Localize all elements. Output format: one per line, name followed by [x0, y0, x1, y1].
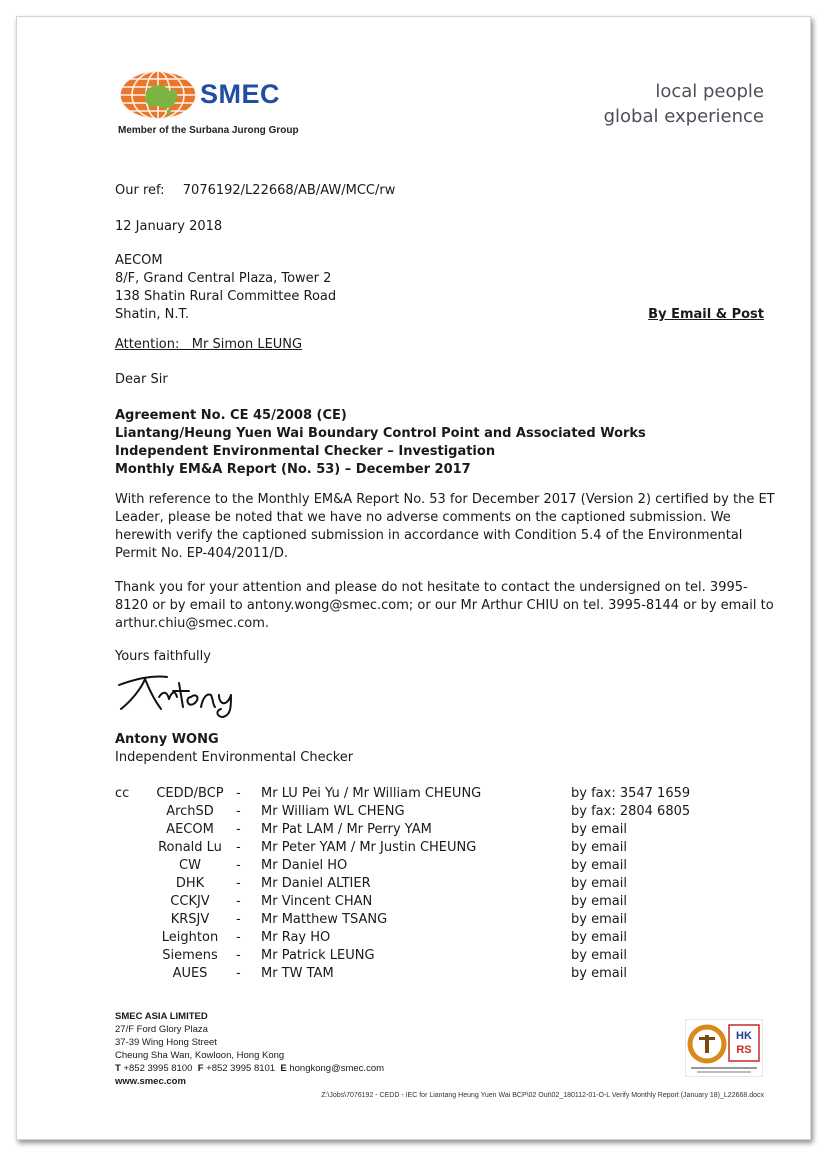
address-line: Shatin, N.T.: [115, 307, 190, 322]
recipient-address: [115, 252, 336, 324]
brand-wordmark: SMEC: [200, 79, 281, 109]
fax-value: +852 3995 8101: [206, 1063, 276, 1074]
address-line: AECOM: [115, 253, 163, 268]
footer-address-line: Cheung Sha Wan, Kowloon, Hong Kong: [115, 1050, 285, 1061]
cc-method: by email: [571, 876, 627, 891]
cc-name: Mr Patrick LEUNG: [261, 948, 375, 963]
cc-method: by email: [571, 858, 627, 873]
cc-label: cc: [115, 786, 130, 801]
cc-dash: -: [236, 966, 241, 981]
subject-line: Agreement No. CE 45/2008 (CE): [115, 408, 347, 423]
cc-method: by fax: 3547 1659: [571, 786, 691, 801]
cc-dash: -: [236, 858, 241, 873]
letter-page: [16, 16, 811, 1140]
cc-name: Mr LU Pei Yu / Mr William CHEUNG: [261, 786, 482, 801]
phone-value: +852 3995 8100: [123, 1063, 193, 1074]
tagline-line: global experience: [603, 106, 764, 127]
cc-dash: -: [236, 876, 241, 891]
cc-dash: -: [236, 840, 241, 855]
subject-line: Liantang/Heung Yuen Wai Boundary Control Point and Associated Works: [115, 426, 646, 441]
cc-method: by email: [571, 966, 627, 981]
closing: Yours faithfully: [115, 649, 211, 664]
cc-name: Mr Daniel HO: [261, 858, 348, 873]
address-line: 138 Shatin Rural Committee Road: [115, 289, 337, 304]
cc-name: Mr Ray HO: [261, 930, 331, 945]
footer-company: SMEC ASIA LIMITED: [115, 1011, 208, 1022]
cc-org: Leighton: [161, 930, 219, 945]
company-footer: [115, 1010, 384, 1088]
email-label: E: [280, 1063, 287, 1074]
reference-line: [115, 182, 395, 200]
member-line: Member of the Surbana Jurong Group: [118, 125, 299, 136]
ref-value: 7076192/L22668/AB/AW/MCC/rw: [182, 183, 396, 198]
cc-org: CW: [179, 858, 201, 873]
cc-method: by email: [571, 930, 627, 945]
cc-org: ArchSD: [166, 804, 214, 819]
cc-method: by email: [571, 822, 627, 837]
body-paragraph-2: Thank you for your attention and please do not hesitate to contact the undersigned on tel. 3995-8120 or by email to antony.wong@smec.com; or our Mr Arthur CHIU on tel. 3995-8144 or by email to arthur.chiu@smec.com.: [115, 580, 774, 631]
cc-dash: -: [236, 912, 241, 927]
cc-name: Mr William WL CHENG: [261, 804, 405, 819]
footer-address-line: 37-39 Wing Hong Street: [115, 1037, 217, 1048]
cc-org: Ronald Lu: [158, 840, 222, 855]
body-paragraph-1: With reference to the Monthly EM&A Report No. 53 for December 2017 (Version 2) certified by the ET Leader, please be noted that we have no adverse comments on the captioned submission. We herewith verify the captioned submission in accordance with Condition 5.4 of the Environmental Permit No. EP-404/2011/D.: [115, 492, 775, 561]
subject-line: Monthly EM&A Report (No. 53) – December 2017: [115, 462, 471, 477]
phone-label: T: [115, 1063, 121, 1074]
cc-name: Mr Peter YAM / Mr Justin CHEUNG: [261, 840, 477, 855]
cc-name: Mr TW TAM: [261, 966, 334, 981]
svg-text:HK: HK: [736, 1030, 752, 1042]
tagline: [604, 79, 764, 129]
cc-org: AECOM: [166, 822, 214, 837]
cc-org: KRSJV: [170, 912, 210, 927]
ref-label: Our ref:: [115, 183, 165, 198]
svg-text:RS: RS: [736, 1044, 752, 1056]
cc-org: CCKJV: [170, 894, 210, 909]
cc-dash: -: [236, 894, 241, 909]
email-value: hongkong@smec.com: [289, 1063, 385, 1074]
footer-contact-line: [115, 1062, 384, 1075]
file-path: Z:\Jobs\7076192 - CEDD - IEC for Liantang Heung Yuen Wai BCP\02 Out\02_180112-01-O-L Verify Monthly Report (January 18)_L22668.docx: [321, 1092, 764, 1099]
footer-website: www.smec.com: [115, 1076, 186, 1087]
cc-method: by email: [571, 840, 627, 855]
address-line: 8/F, Grand Central Plaza, Tower 2: [115, 271, 332, 286]
letter-date: 12 January 2018: [115, 219, 223, 234]
cc-name: Mr Matthew TSANG: [261, 912, 388, 927]
delivery-method: By Email & Post: [648, 307, 764, 322]
cc-dash: -: [236, 948, 241, 963]
cc-method: by email: [571, 912, 627, 927]
cc-org: AUES: [172, 966, 208, 981]
subject-block: [115, 407, 646, 479]
cc-org: DHK: [175, 876, 205, 891]
cc-dash: -: [236, 786, 241, 801]
salutation: Dear Sir: [115, 372, 168, 387]
cc-org: CEDD/BCP: [156, 786, 224, 801]
cc-method: by email: [571, 894, 627, 909]
cc-dash: -: [236, 804, 241, 819]
cc-dash: -: [236, 822, 241, 837]
cc-method: by fax: 2804 6805: [571, 804, 691, 819]
cc-method: by email: [571, 948, 627, 963]
signer-name: Antony WONG: [115, 732, 219, 747]
attention-line: Attention: Mr Simon LEUNG: [115, 337, 303, 352]
signer-title: Independent Environmental Checker: [115, 750, 354, 765]
certification-badge-icon: [685, 1019, 763, 1077]
cc-name: Mr Daniel ALTIER: [261, 876, 371, 891]
cc-dash: -: [236, 930, 241, 945]
tagline-line: local people: [655, 81, 764, 102]
globe-icon: [118, 69, 198, 121]
footer-address-line: 27/F Ford Glory Plaza: [115, 1024, 208, 1035]
handwritten-signature: [115, 667, 245, 719]
smec-logo: [118, 69, 318, 139]
subject-line: Independent Environmental Checker – Investigation: [115, 444, 496, 459]
cc-org: Siemens: [162, 948, 218, 963]
cc-name: Mr Vincent CHAN: [261, 894, 373, 909]
fax-label: F: [197, 1063, 204, 1074]
cc-name: Mr Pat LAM / Mr Perry YAM: [261, 822, 432, 837]
